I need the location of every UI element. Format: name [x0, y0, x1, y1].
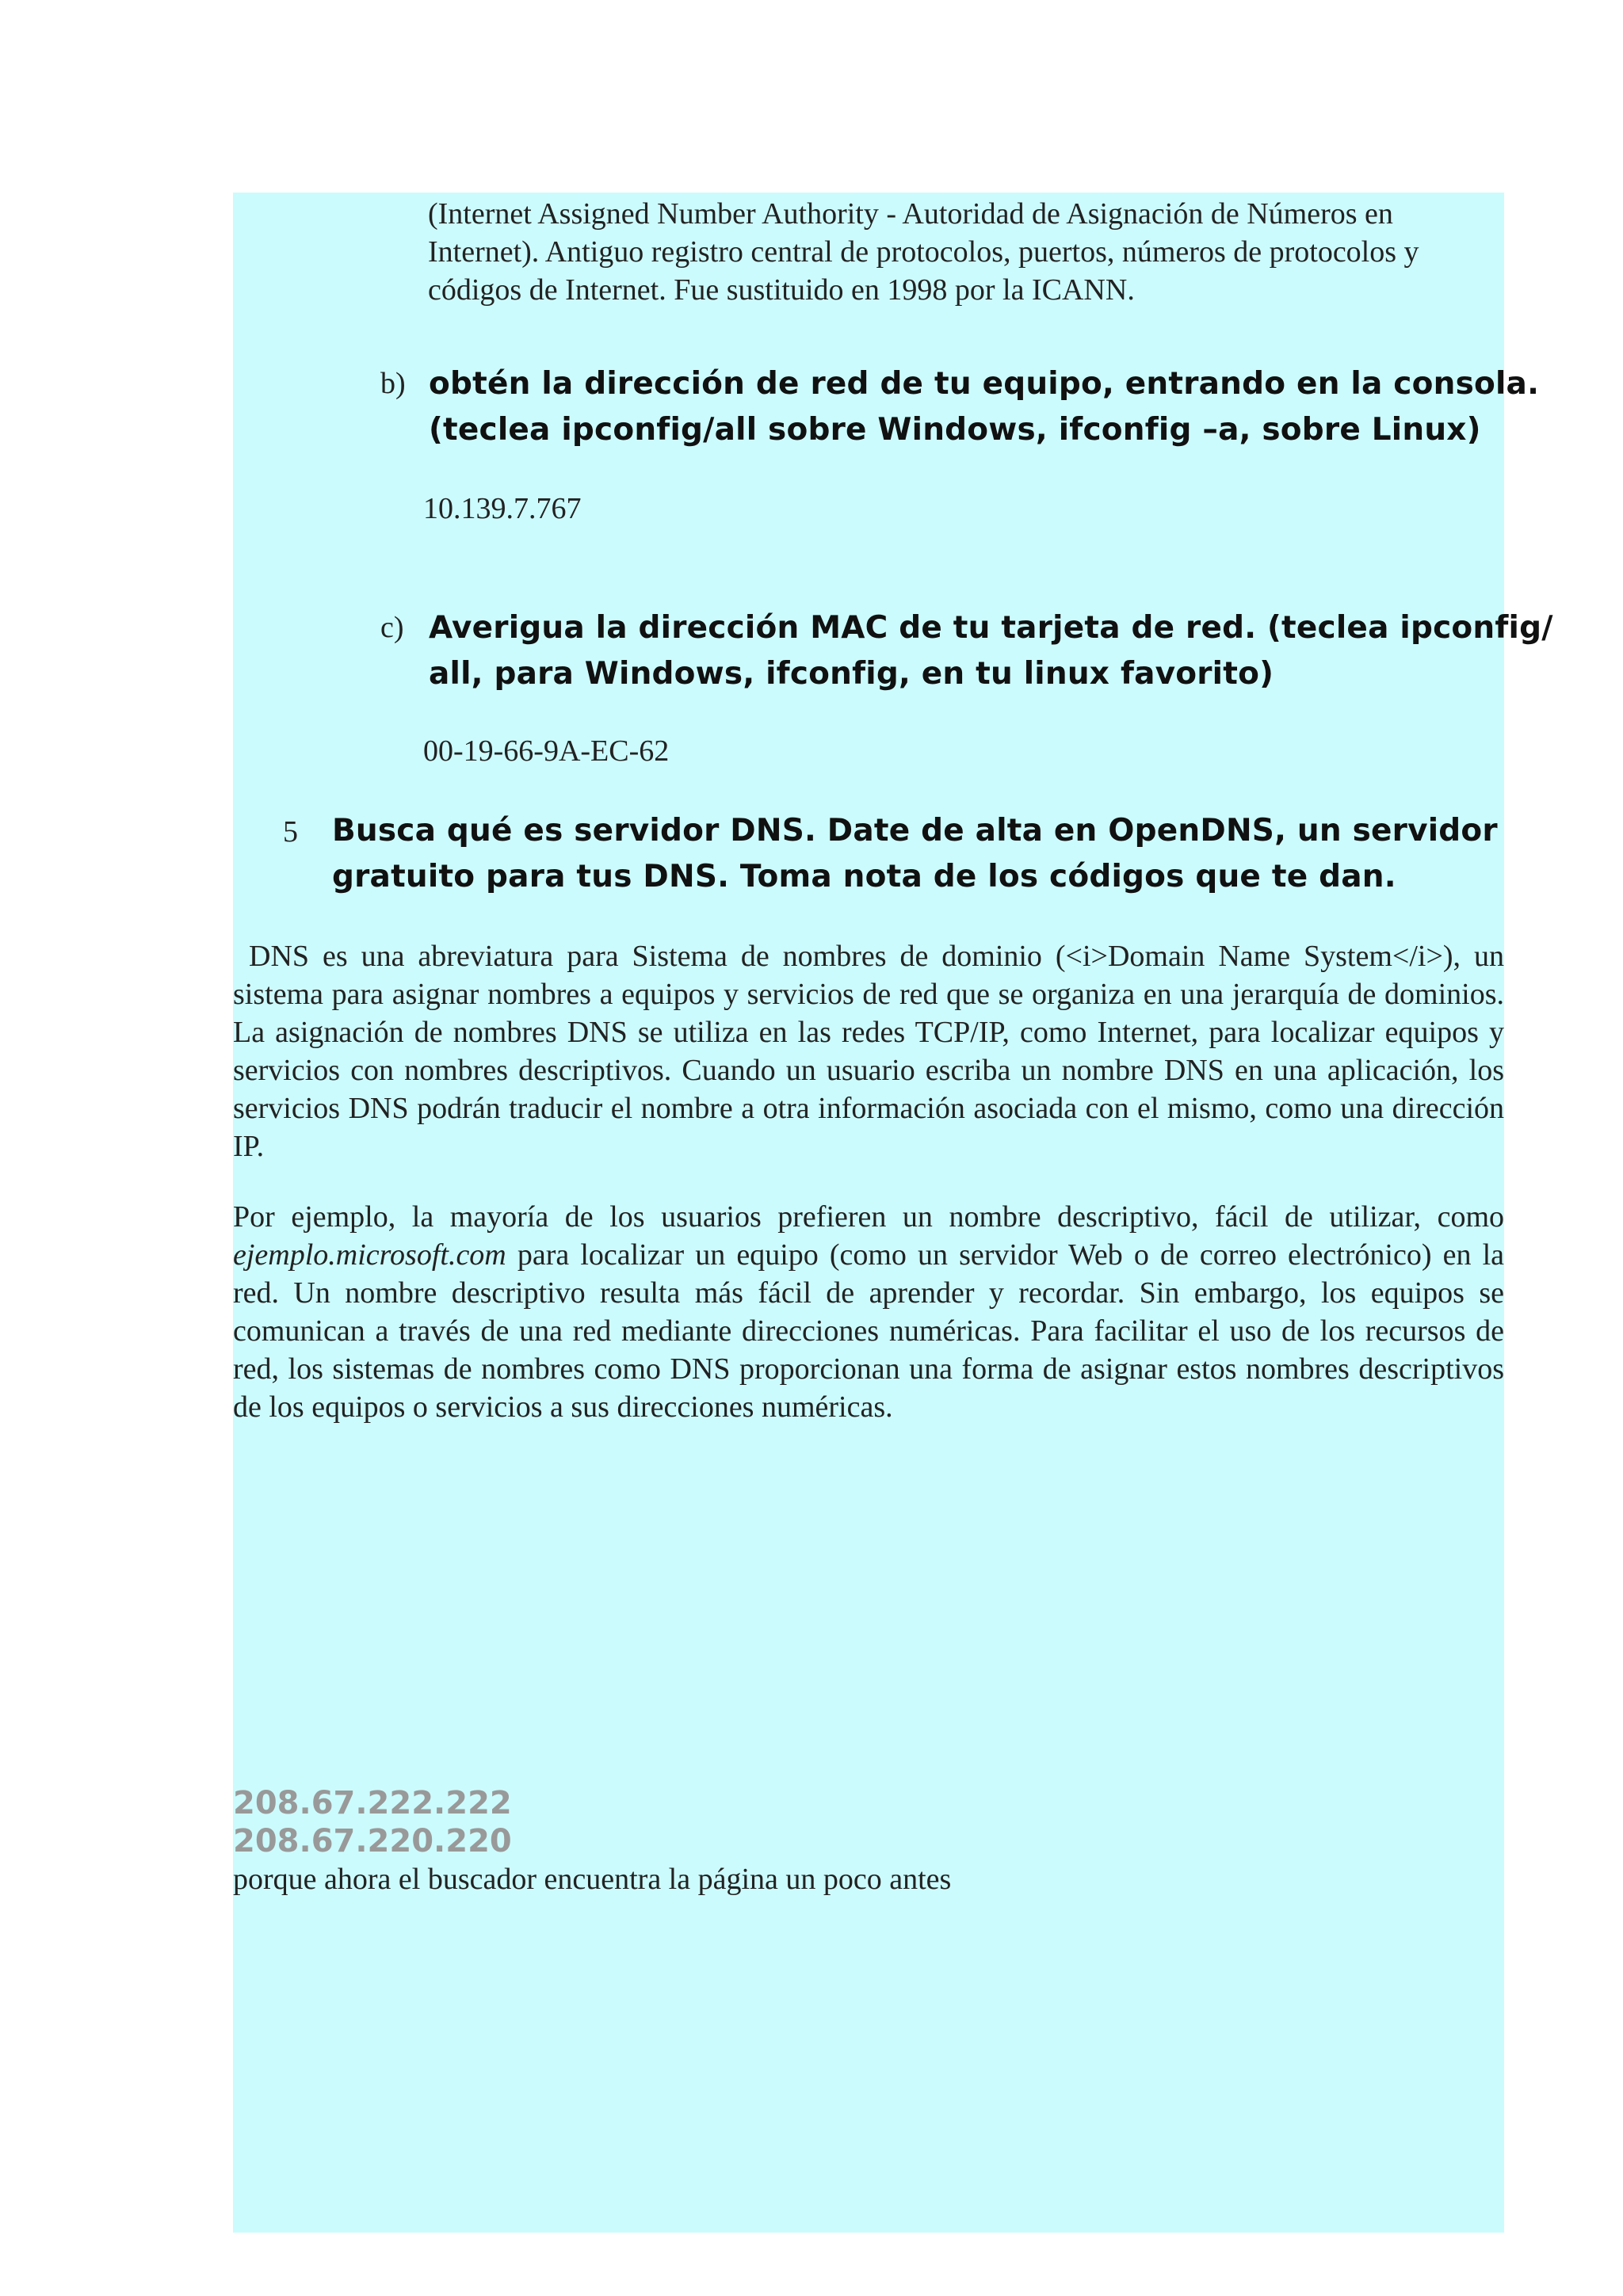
- question-5-line2: gratuito para tus DNS. Toma nota de los códigos que te dan.: [332, 859, 1396, 894]
- question-b-line2: (teclea ipconfig/all sobre Windows, ifconfig –a, sobre Linux): [429, 412, 1481, 448]
- question-c-line1: Averigua la dirección MAC de tu tarjeta de red. (teclea ipconfig/: [429, 610, 1553, 646]
- paragraph-text-before: Por ejemplo, la mayoría de los usuarios prefieren un nombre descriptivo, fácil de utilizar, como: [233, 1200, 1504, 1234]
- question-5-line1: Busca qué es servidor DNS. Date de alta en OpenDNS, un servidor: [332, 813, 1498, 849]
- dns-definition-paragraph: DNS es una abreviatura para Sistema de nombres de dominio (<i>Domain Name System</i>), un sistema para asignar nombres a equipos y servicios de red que se organiza en una jerarquía de dominios. La asignación de nombres DNS se utiliza en las redes TCP/IP, como Internet, para localizar equipos y servicios con nombres descriptivos. Cuando un usuario escriba un nombre DNS en una aplicación, los servicios DNS podrán traducir el nombre a otra información asociada con el mismo, como una dirección IP.: [233, 940, 1504, 1163]
- iana-definition: (Internet Assigned Number Authority - Autoridad de Asignación de Números en Internet). Antiguo registro central de protocolos, puertos, números de protocolos y códigos de Internet. Fue sustituido en 1998 por la ICANN.: [428, 197, 1419, 307]
- question-b-line1: obtén la dirección de red de tu equipo, entrando en la consola.: [429, 366, 1540, 402]
- question-5-marker: 5: [283, 815, 298, 849]
- question-b-marker: b): [380, 367, 406, 400]
- dns-server-secondary: 208.67.220.220: [233, 1823, 512, 1859]
- dns-example-paragraph: [233, 1198, 1504, 1426]
- dns-server-primary: 208.67.222.222: [233, 1785, 512, 1821]
- question-c-marker: c): [380, 611, 404, 644]
- question-c-line2: all, para Windows, ifconfig, en tu linux favorito): [429, 656, 1274, 692]
- closing-note: porque ahora el buscador encuentra la página un poco antes: [233, 1863, 952, 1896]
- question-b-answer: 10.139.7.767: [423, 492, 582, 525]
- paragraph-text-after: para localizar un equipo (como un servidor Web o de correo electrónico) en la red. Un nombre descriptivo resulta más fácil de aprender y recordar. Sin embargo, los equipos se comunican a través de una red mediante direcciones numéricas. Para facilitar el uso de los recursos de red, los sistemas de nombres como DNS proporcionan una forma de asignar estos nombres descriptivos de los equipos o servicios a sus direcciones numéricas.: [233, 1238, 1504, 1424]
- question-c-answer: 00-19-66-9A-EC-62: [423, 734, 670, 768]
- example-domain: ejemplo.microsoft.com: [233, 1238, 506, 1272]
